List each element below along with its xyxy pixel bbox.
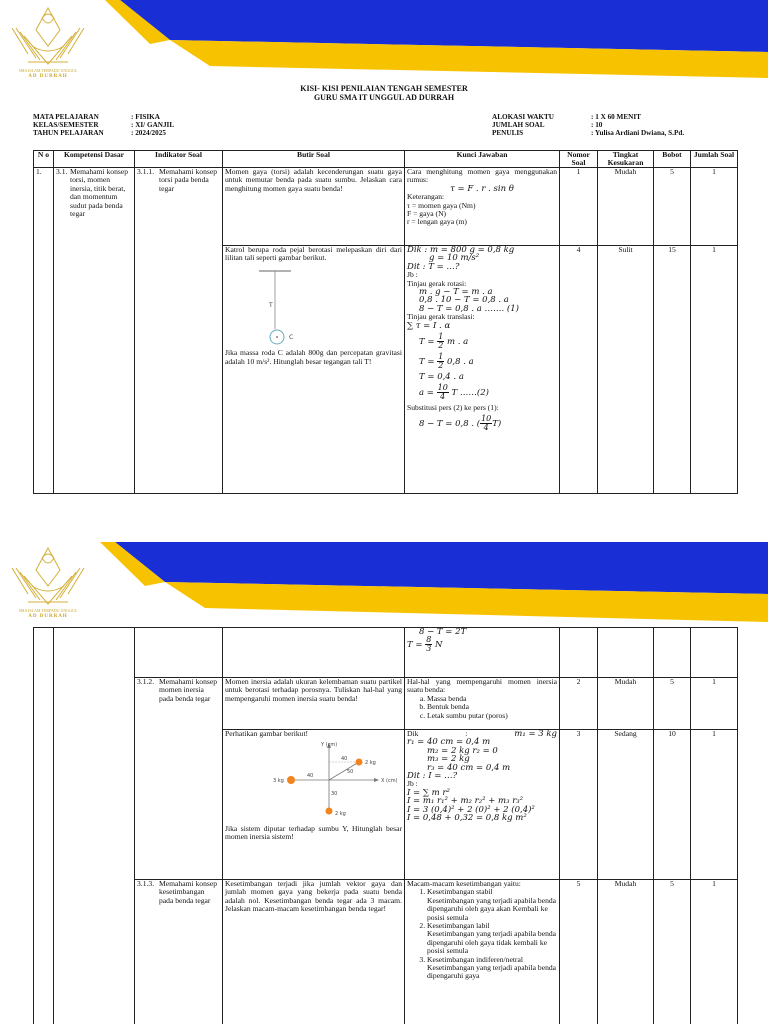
cell-kunci-jawaban: Macam-macam kesetimbangan yaitu: 1. Kesetimbangan stabil Kesetimbangan yang terjadi apabila benda dipengaruhi oleh gaya akan Kembali ke posisi semula 2. Kesetimbangan labil Kesetimbangan yang terjadi apabila benda dipengaruhi oleh gaya tidak kembali ke posisi semula 3. Kesetimbangan indiferen/netral Kesetimbangan yang terjadi apabila benda dipengaruhi gaya [405, 880, 560, 1024]
cell-jumlah: 1 [691, 880, 738, 1024]
col-header-jumlah: Jumlah Soal [691, 151, 738, 168]
cell-tingkat: Mudah [598, 880, 654, 1024]
school-logo [6, 546, 90, 626]
svg-text:2 kg: 2 kg [335, 811, 346, 818]
svg-text:C: C [289, 333, 294, 341]
cell-no [34, 628, 54, 1024]
mass-system-figure [247, 740, 397, 820]
cell-jumlah: 1 [691, 730, 738, 880]
col-header-tingkat: Tingkat Kesukaran [598, 151, 654, 168]
cell-butir-soal: Perhatikan gambar berikut! Y (cm) X (cm) 3 kg 2 kg 2 kg 40 40 50 30 Jika sistem diputar terhadap sumbu Y, Hitunglah besar momen inersia sistem! [223, 730, 405, 880]
cell-jumlah: 1 [691, 678, 738, 730]
table-row [34, 880, 738, 1024]
svg-text:40: 40 [341, 756, 348, 763]
cell-butir-soal: Momen inersia adalah ukuran kelembaman suatu partikel untuk berotasi terhadap porosnya. Tuliskan hal-hal yang mempengaruhi momen inersia suatu benda! [223, 678, 405, 730]
crown-logo-icon [6, 546, 90, 608]
cell-butir-soal [223, 628, 405, 678]
col-header-bobot: Bobot [654, 151, 691, 168]
meta-left: MATA PELAJARAN : FISIKA KELAS/SEMESTER : XI/ GANJIL TAHUN PELAJARAN : 2024/2025 [33, 113, 175, 137]
col-header-kunci: Kunci Jawaban [405, 151, 560, 168]
header-banner [0, 0, 768, 80]
meta-right: ALOKASI WAKTU : 1 X 60 MENIT JUMLAH SOAL : 10 PENULIS : Yulisa Ardiani Dwiana, S.Pd. [492, 113, 685, 137]
cell-bobot: 5 [654, 168, 691, 246]
table-row [34, 678, 738, 730]
svg-text:30: 30 [331, 791, 338, 798]
cell-butir-soal: Katrol berupa roda pejal berotasi melepaskan diri dari lilitan tali seperti gambar berikut. T C Jika massa roda C adalah 800g dan percepatan gravitasi adalah 10 m/s². Hitunglah besar tegangan tali T! [223, 246, 405, 494]
kisi-table-continued [33, 627, 738, 1024]
col-header-nomor: Nomor Soal [560, 151, 598, 168]
cell-nomor: 2 [560, 678, 598, 730]
cell-kunci-jawaban: Dik : m = 800 g = 0,8 kg g = 10 m/s² Dit : T = …? Jb : Tinjau gerak rotasi: m . g − T = m . a 0,8 . 10 − T = 0,8 . a 8 − T = 0,8 . a ……. (1) Tinjau gerak translasi: ∑ τ = I . α T = $\frac{1}{2}$ m . a T = $\frac{1}{2}$ 0,8 . a T = 0,4 . a a = $\frac{10}{4}$ T ……(2) Substitusi pers (2) ke pers (1): 8 − T = 0,8 . ( $\frac{10}{4}$ T) [405, 246, 560, 494]
logo-text: SMA ISLAM TERPADU UNGGUL [18, 68, 78, 73]
svg-text:3 kg: 3 kg [273, 778, 284, 785]
cell-tingkat: Mudah [598, 168, 654, 246]
svg-text:Y (cm): Y (cm) [321, 742, 338, 749]
svg-text:40: 40 [307, 773, 314, 780]
svg-text:2 kg: 2 kg [365, 760, 376, 767]
document-title: KISI- KISI PENILAIAN TENGAH SEMESTER GURU SMA IT UNGGUL AD DURRAH [300, 84, 468, 102]
header-banner [0, 542, 768, 622]
school-logo [6, 6, 90, 86]
svg-text:X (cm): X (cm) [381, 778, 397, 785]
cell-tingkat: Mudah [598, 678, 654, 730]
logo-school-name: AD DURRAH [28, 74, 68, 79]
cell-nomor: 1 [560, 168, 598, 246]
table-header-row [34, 151, 738, 168]
cell-kunci-jawaban: Cara menghitung momen gaya menggunakan rumus: τ = F . r . sin θ Keterangan: τ = momen gaya (Nm) F = gaya (N) r = lengan gaya (m) [405, 168, 560, 246]
table-row [34, 628, 738, 678]
pulley-figure [255, 267, 335, 345]
document-page-2 [0, 512, 768, 1024]
cell-kd [54, 628, 135, 1024]
cell-indikator: 3.1.3. Memahami konsep kesetimbangan pada benda tegar [135, 880, 223, 1024]
col-header-kd: Kompetensi Dasar [54, 151, 135, 168]
cell-kd: 3.1. Memahami konsep torsi, momen inersia, titik berat, dan momentum sudut pada benda tegar [54, 168, 135, 494]
cell-no: 1. [34, 168, 54, 494]
cell-bobot: 10 [654, 730, 691, 880]
kisi-table [33, 150, 738, 494]
crown-logo-icon [6, 6, 90, 68]
cell-tingkat: Sulit [598, 246, 654, 494]
cell-kunci-jawaban: 8 − T = 2T T = $\frac{8}{3}$ N [405, 628, 560, 678]
cell-kunci-jawaban: Dik : m₁ = 3 kg r₁ = 40 cm = 0,4 m m₂ = 2 kg r₂ = 0 m₃ = 2 kg r₃ = 40 cm = 0,4 m Dit : I = …? Jb : I = ∑ m r² I = m₁ r₁² + m₂ r₂² + m₃ r₃² I = 3 (0,4)² + 2 (0)² + 2 (0,4)² I = 0,48 + 0,32 = 0,8 kg m² [405, 730, 560, 880]
cell-bobot: 5 [654, 678, 691, 730]
svg-text:T: T [269, 301, 273, 309]
cell-nomor: 5 [560, 880, 598, 1024]
cell-indikator [135, 628, 223, 678]
cell-bobot: 15 [654, 246, 691, 494]
table-row [34, 168, 738, 246]
cell-indikator: 3.1.2. Memahami konsep momen inersia pada benda tegar [135, 678, 223, 880]
cell-butir-soal: Momen gaya (torsi) adalah kecenderungan suatu gaya untuk memutar benda pada suatu sumbu. Jelaskan cara menghitung momen gaya suatu benda! [223, 168, 405, 246]
cell-nomor: 3 [560, 730, 598, 880]
cell-tingkat: Sedang [598, 730, 654, 880]
cell-butir-soal: Kesetimbangan terjadi jika jumlah vektor gaya dan jumlah momen gaya yang bekerja pada suatu benda adalah nol. Kesetimbangan benda tegar ada 3 macam. Jelaskan macam-macam kesetimbangan benda tegar! [223, 880, 405, 1024]
col-header-indikator: Indikator Soal [135, 151, 223, 168]
col-header-no: N o [34, 151, 54, 168]
cell-bobot: 5 [654, 880, 691, 1024]
svg-text:50: 50 [347, 769, 354, 776]
cell-indikator: 3.1.1. Memahami konsep torsi pada benda tegar [135, 168, 223, 494]
cell-nomor: 4 [560, 246, 598, 494]
cell-jumlah: 1 [691, 168, 738, 246]
logo-text: SMA ISLAM TERPADU UNGGUL [18, 608, 78, 613]
logo-school-name: AD DURRAH [28, 614, 68, 619]
cell-kunci-jawaban: Hal-hal yang mempengaruhi momen inersia suatu benda: a. Massa benda b. Bentuk benda c. Letak sumbu putar (poros) [405, 678, 560, 730]
cell-jumlah: 1 [691, 246, 738, 494]
col-header-butir: Butir Soal [223, 151, 405, 168]
